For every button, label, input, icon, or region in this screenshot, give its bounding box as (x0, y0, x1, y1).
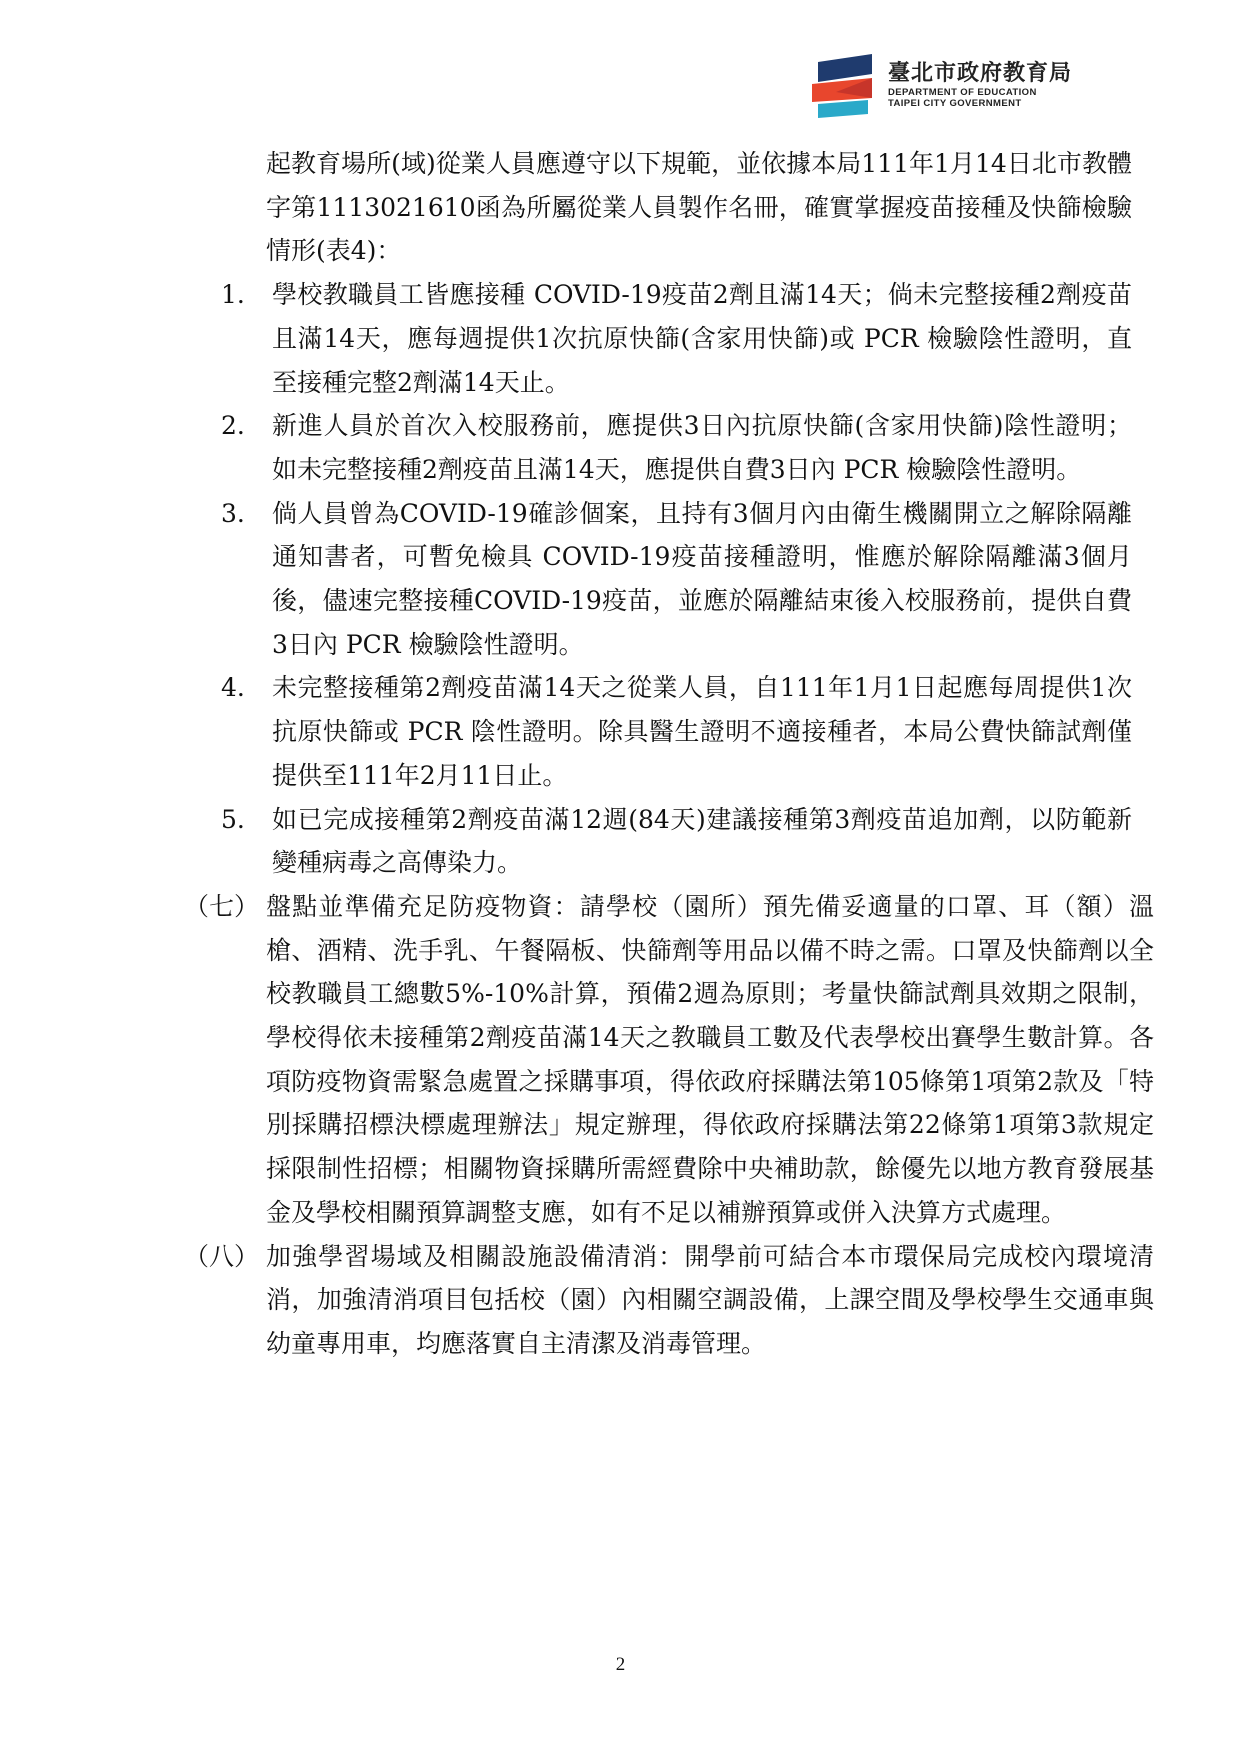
taipei-education-logo-icon (812, 52, 878, 122)
list-item (221, 273, 1132, 404)
list-item-text: 新進人員於首次入校服務前，應提供3日內抗原快篩(含家用快篩)陰性證明；如未完整接種2劑疫苗且滿14天，應提供自費3日內 PCR 檢驗陰性證明。 (272, 411, 1132, 484)
list-item-text: 未完整接種第2劑疫苗滿14天之從業人員，自111年1月1日起應每周提供1次抗原快篩或 PCR 陰性證明。除具醫生證明不適接種者，本局公費快篩試劑僅提供至111年2月11日止。 (272, 673, 1132, 790)
section-8 (184, 1235, 1154, 1366)
page-number: 2 (615, 1654, 626, 1675)
list-item-text: 如已完成接種第2劑疫苗滿12週(84天)建議接種第3劑疫苗追加劑，以防範新變種病毒之高傳染力。 (272, 804, 1132, 878)
section-text: 加強學習場域及相關設施設備清消：開學前可結合本市環保局完成校內環境清消，加強清消項目包括校（園）內相關空調設備，上課空間及學校學生交通車與幼童專用車，均應落實自主清潔及消毒管理。 (266, 1241, 1154, 1358)
list-item-number: 5. (221, 804, 245, 834)
section-text: 盤點並準備充足防疫物資：請學校（園所）預先備妥適量的口罩、耳（額）溫槍、酒精、洗手乳、午餐隔板、快篩劑等用品以備不時之需。口罩及快篩劑以全校教職員工總數5%-10%計算，預備2週為原則；考量快篩試劑具效期之限制，學校得依未接種第2劑疫苗滿14天之教職員工數及代表學校出賽學生數計算。各項防疫物資需緊急處置之採購事項，得依政府採購法第105條第1項第2款及「特別採購招標決標處理辦法」規定辦理，得依政府採購法第22條第1項第3款規定採限制性招標；相關物資採購所需經費除中央補助款，餘優先以地方教育發展基金及學校相關預算調整支應，如有不足以補辦預算或併入決算方式處理。 (266, 891, 1154, 1227)
org-name-en-line1: DEPARTMENT OF EDUCATION (888, 87, 1037, 98)
list-item (221, 404, 1132, 491)
org-name-zh: 臺北市政府教育局 (888, 61, 1073, 86)
section-label: （七） (184, 891, 260, 921)
section-7 (184, 885, 1154, 1235)
logo-text (888, 56, 1072, 109)
list-item (221, 492, 1132, 667)
list-item (221, 666, 1132, 797)
list-item-number: 1. (221, 280, 245, 310)
list-item-text: 學校教職員工皆應接種 COVID-19疫苗2劑且滿14天；倘未完整接種2劑疫苗且滿14天，應每週提供1次抗原快篩(含家用快篩)或 PCR 檢驗陰性證明，直至接種完整2劑滿14天止。 (272, 280, 1132, 397)
org-name-en-line2: TAIPEI CITY GOVERNMENT (888, 98, 1022, 109)
document-body (0, 142, 1241, 1366)
intro-paragraph: 起教育場所(域)從業人員應遵守以下規範，並依據本局111年1月14日北市教體字第1113021610函為所屬從業人員製作名冊，確實掌握疫苗接種及快篩檢驗情形(表4)： (266, 149, 1132, 266)
department-logo (812, 52, 1142, 122)
section-label: （八） (184, 1241, 260, 1271)
list-item (221, 798, 1132, 885)
list-item-text: 倘人員曾為COVID-19確診個案，且持有3個月內由衛生機關開立之解除隔離通知書者，可暫免檢具 COVID-19疫苗接種證明，惟應於解除隔離滿3個月後，儘速完整接種COVID-19疫苗，並應於隔離結束後入校服務前，提供自費3日內 PCR 檢驗陰性證明。 (272, 498, 1132, 659)
list-item-number: 4. (221, 673, 245, 703)
list-item-number: 3. (221, 498, 245, 528)
list-item-number: 2. (221, 411, 245, 441)
